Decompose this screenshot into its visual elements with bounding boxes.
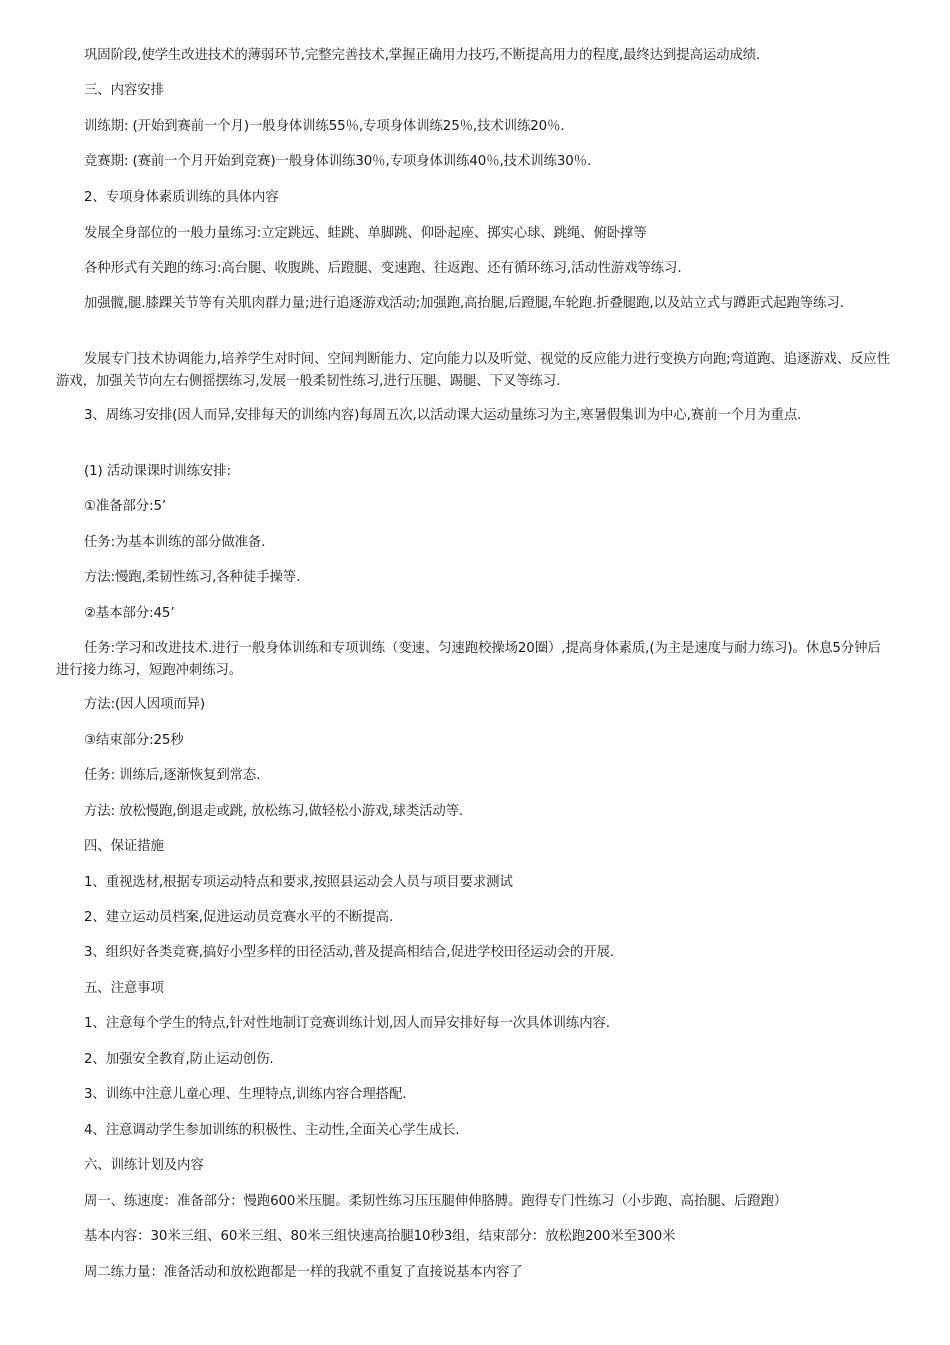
heading-precautions: 五、注意事项 <box>84 981 164 996</box>
paragraph-prep-task: 任务:为基本训练的部分做准备. <box>84 535 266 550</box>
paragraph-basic-task: 任务:学习和改进技术.进行一般身体训练和专项训练（变速、匀速跑校操场20圈）,提高身体素质,(为主是速度与耐力练习)。休息5分钟后进行接力练习，短跑冲刺练习。 <box>56 641 881 678</box>
paragraph-tuesday-strength: 周二练力量：准备活动和放松跑都是一样的我就不重复了直接说基本内容了 <box>84 1265 523 1280</box>
heading-guarantee-measures: 四、保证措施 <box>84 839 164 854</box>
paragraph-weekly-schedule: 3、周练习安排(因人而异,安排每天的训练内容)每周五次,以活动课大运动量练习为主,寒暑假集训为中心,赛前一个月为重点. <box>84 408 802 423</box>
heading-training-plan: 六、训练计划及内容 <box>84 1158 204 1173</box>
paragraph-coordination: 发展专门技术协调能力,培养学生对时间、空间判断能力、定向能力以及听觉、视觉的反应能力进行变换方向跑;弯道跑、追逐游戏、反应性游戏，加强关节向左右侧摇摆练习,发展一般柔韧性练习,进行压腿、踢腿、下叉等练习. <box>56 352 891 389</box>
paragraph-competition-period: 竞赛期: (赛前一个月开始到竞赛)一般身体训练30％,专项身体训练40％,技术训练30％. <box>84 154 592 169</box>
heading-ending-part: ③结束部分:25秒 <box>84 733 184 748</box>
paragraph-consolidation-stage: 巩固阶段,使学生改进技术的薄弱环节,完整完善技术,掌握正确用力技巧,不断提高用力的程度,最终达到提高运动成绩. <box>84 48 761 63</box>
paragraph-ending-method: 方法: 放松慢跑,倒退走或跳, 放松练习,做轻松小游戏,球类活动等. <box>84 804 464 819</box>
paragraph-precaution-2: 2、加强安全教育,防止运动创伤. <box>84 1052 274 1067</box>
paragraph-measure-3: 3、组织好各类竞赛,搞好小型多样的田径活动,普及提高相结合,促进学校田径运动会的开展. <box>84 945 615 960</box>
paragraph-precaution-4: 4、注意调动学生参加训练的积极性、主动性,全面关心学生成长. <box>84 1123 460 1138</box>
paragraph-basic-method: 方法:(因人因项而异) <box>84 697 205 712</box>
heading-content-arrangement: 三、内容安排 <box>84 83 164 98</box>
paragraph-joint-strength: 加强髋,腿.膝踝关节等有关肌肉群力量;进行追逐游戏活动;加强跑,高抬腿,后蹬腿,车轮跑.折叠腿跑,以及站立式与蹲距式起跑等练习. <box>84 296 844 311</box>
paragraph-monday-speed: 周一、练速度：准备部分：慢跑600米压腿。柔韧性练习压压腿伸伸胳膊。跑得专门性练习（小步跑、高抬腿、后蹬跑） <box>84 1194 788 1209</box>
paragraph-running-drills: 各种形式有关跑的练习:高台腿、收腹跳、后蹬腿、变速跑、往返跑、还有循环练习,活动性游戏等练习. <box>84 261 682 276</box>
heading-preparation-part: ①准备部分:5’ <box>84 499 167 514</box>
paragraph-measure-1: 1、重视选材,根据专项运动特点和要求,按照县运动会人员与项目要求测试 <box>84 875 513 890</box>
heading-basic-part: ②基本部分:45’ <box>84 606 175 621</box>
paragraph-precaution-1: 1、注意每个学生的特点,针对性地制订竞赛训练计划,因人而异安排好每一次具体训练内容. <box>84 1016 610 1031</box>
heading-activity-class: (1) 活动课课时训练安排: <box>84 464 231 479</box>
paragraph-training-period: 训练期: (开始到赛前一个月)一般身体训练55％,专项身体训练25％,技术训练20％. <box>84 119 565 134</box>
paragraph-basic-content: 基本内容：30米三组、60米三组、80米三组快速高抬腿10秒3组，结束部分：放松跑200米至300米 <box>84 1229 676 1244</box>
paragraph-measure-2: 2、建立运动员档案,促进运动员竞赛水平的不断提高. <box>84 910 394 925</box>
heading-special-fitness: 2、专项身体素质训练的具体内容 <box>84 190 279 205</box>
paragraph-prep-method: 方法:慢跑,柔韧性练习,各种徒手操等. <box>84 570 301 585</box>
paragraph-ending-task: 任务: 训练后,逐渐恢复到常态. <box>84 768 261 783</box>
paragraph-general-strength: 发展全身部位的一般力量练习:立定跳远、蛙跳、单脚跳、仰卧起座、掷实心球、跳绳、俯卧撑等 <box>84 226 647 241</box>
paragraph-precaution-3: 3、训练中注意儿童心理、生理特点,训练内容合理搭配. <box>84 1087 407 1102</box>
